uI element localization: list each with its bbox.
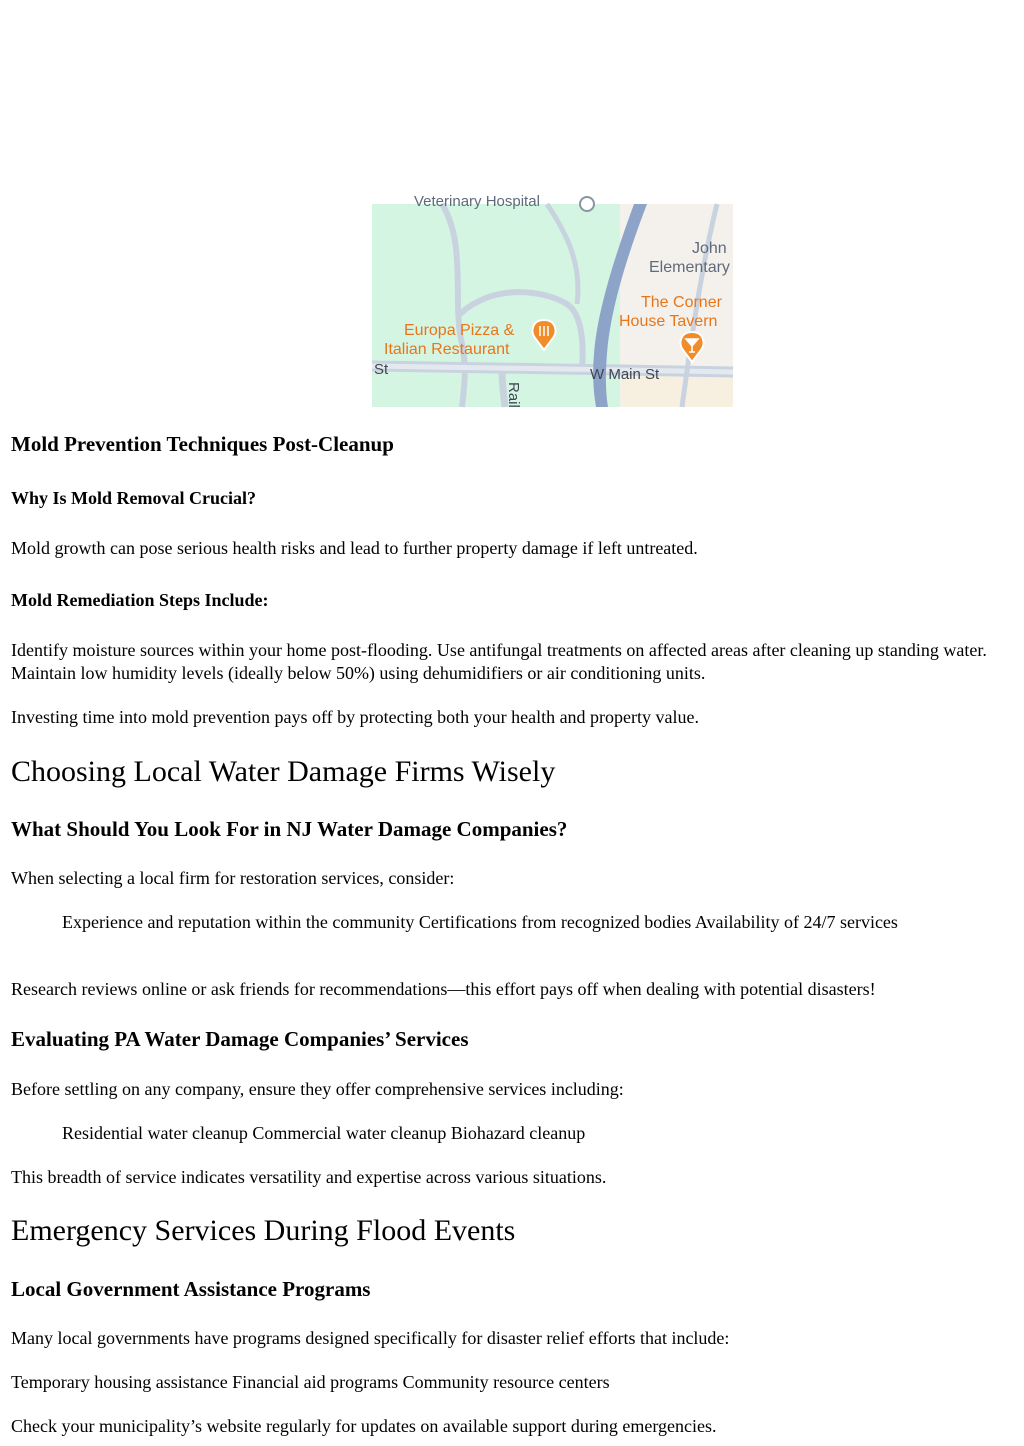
check-municipality-paragraph: Check your municipality’s website regularly for updates on available support during emergencies. xyxy=(11,1416,717,1436)
street-label-left: St xyxy=(374,361,389,378)
school-label-line1: John xyxy=(692,240,727,257)
tavern-label-line1: The Corner xyxy=(641,294,722,311)
tavern-label-line2: House Tavern xyxy=(619,313,718,330)
pa-list: Residential water cleanup Commercial water cleanup Biohazard cleanup xyxy=(62,1123,586,1143)
why-mold-paragraph: Mold growth can pose serious health risks and lead to further property damage if left untreated. xyxy=(11,538,698,558)
veterinary-pin-icon xyxy=(580,197,594,211)
breadth-paragraph: This breadth of service indicates versatility and expertise across various situations. xyxy=(11,1167,607,1187)
nj-companies-heading: What Should You Look For in NJ Water Damage Companies? xyxy=(11,817,568,841)
why-mold-heading: Why Is Mold Removal Crucial? xyxy=(11,488,256,508)
pa-companies-heading: Evaluating PA Water Damage Companies’ Services xyxy=(11,1027,469,1051)
nj-list: Experience and reputation within the community Certifications from recognized bodies Availability of 24/7 services xyxy=(62,912,898,932)
remediation-steps-heading: Mold Remediation Steps Include: xyxy=(11,590,269,610)
investing-paragraph: Investing time into mold prevention pays off by protecting both your health and property value. xyxy=(11,707,700,727)
gov-intro-paragraph: Many local governments have programs designed specifically for disaster relief efforts that include: xyxy=(11,1328,730,1348)
street-label-rail: Rail xyxy=(505,382,522,408)
street-label-main: W Main St xyxy=(590,366,660,383)
research-paragraph: Research reviews online or ask friends for recommendations—this effort pays off when dealing with potential disasters! xyxy=(11,979,876,999)
map-image[interactable] xyxy=(372,193,733,408)
veterinary-label: Veterinary Hospital xyxy=(414,193,540,210)
map-svg xyxy=(372,193,733,408)
school-label-line2: Elementary xyxy=(649,259,730,276)
nj-intro-paragraph: When selecting a local firm for restoration services, consider: xyxy=(11,868,455,888)
pizza-label-line1: Europa Pizza & xyxy=(404,322,515,339)
gov-list: Temporary housing assistance Financial aid programs Community resource centers xyxy=(11,1372,610,1392)
pa-intro-paragraph: Before settling on any company, ensure they offer comprehensive services including: xyxy=(11,1079,624,1099)
emergency-services-heading: Emergency Services During Flood Events xyxy=(11,1214,516,1247)
mold-prevention-heading: Mold Prevention Techniques Post-Cleanup xyxy=(11,432,394,456)
remediation-steps-paragraph: Identify moisture sources within your home post-flooding. Use antifungal treatments on affected areas after cleaning up standing water. Maintain low humidity levels (ideally below 50%) using dehumidifiers or air conditioning units. xyxy=(11,640,987,683)
rail-road xyxy=(502,369,505,407)
choosing-firms-heading: Choosing Local Water Damage Firms Wisely xyxy=(11,755,556,788)
gov-programs-heading: Local Government Assistance Programs xyxy=(11,1277,371,1301)
pizza-label-line2: Italian Restaurant xyxy=(384,341,510,358)
